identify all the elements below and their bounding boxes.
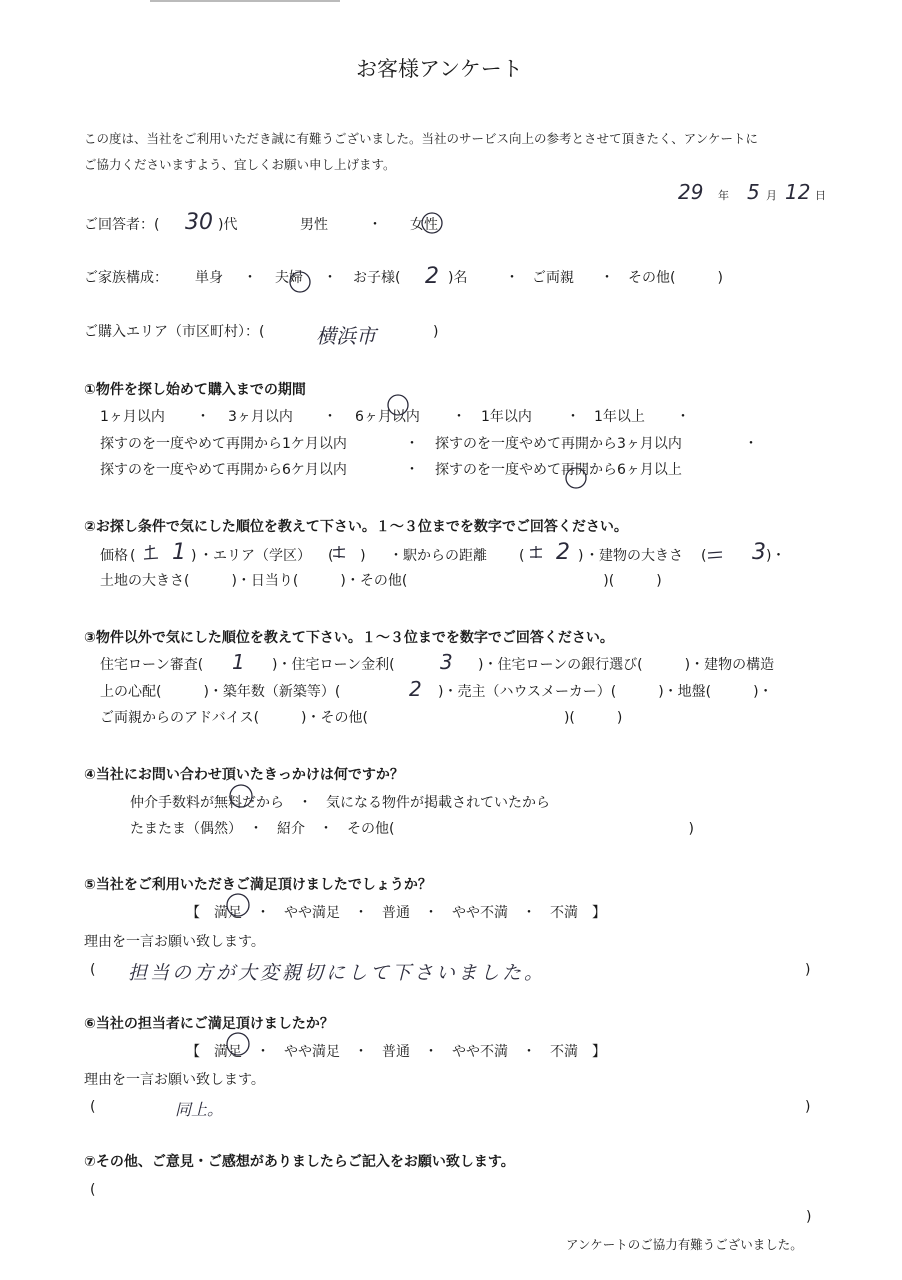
option-female: 女性 <box>410 217 438 233</box>
q2-building-label: ・建物の大きさ <box>585 548 683 564</box>
respondent-label: ご回答者：( <box>84 217 160 233</box>
paren-open: ( <box>130 548 136 564</box>
separator-dot: ・ <box>744 436 758 452</box>
q3-line-3: ご両親からのアドバイス( )・その他( )( ) <box>100 710 623 726</box>
option-single: 単身 <box>195 270 223 286</box>
q1-option-restart-over-6m: 探すのを一度やめて再開から6ヶ月以上 <box>435 462 682 478</box>
family-label: ご家族構成： <box>84 270 168 286</box>
stroke-area-kanji <box>333 546 345 558</box>
q5-reason-close: ) <box>805 962 811 978</box>
q1-option-6m: 6ヶ月以内 <box>355 409 420 425</box>
q3-line-2-rest: )・売主（ハウスメーカー）( )・地盤( )・ <box>438 684 773 700</box>
separator-dot: ・ <box>676 409 690 425</box>
q6-reason-label: 理由を一言お願い致します。 <box>84 1072 265 1088</box>
q2-heading: ②お探し条件で気にした順位を教えて下さい。１～３位までを数字でご回答ください。 <box>84 519 628 535</box>
q6-reason-value: 同上。 <box>175 1100 224 1119</box>
page-title: お客様アンケート <box>356 57 523 81</box>
q3-age-rank: 2 <box>409 677 422 701</box>
children-unit: )名 <box>448 270 468 286</box>
q6-reason-close: ) <box>805 1099 811 1115</box>
circle-free-commission <box>230 785 252 807</box>
q1-option-over-1y: 1年以上 <box>594 409 645 425</box>
circle-restart-over-6m <box>566 468 586 488</box>
q2-area-label: ・エリア（学区） <box>199 548 311 564</box>
q3-loan-review-label: 住宅ローン審査( <box>100 657 204 673</box>
stroke-price-kanji <box>144 545 158 559</box>
option-children: お子様( <box>353 270 401 286</box>
q1-option-restart-1m: 探すのを一度やめて再開から1ケ月以内 <box>100 436 347 452</box>
respondent-age-unit: )代 <box>218 217 238 233</box>
circle-female <box>422 213 442 233</box>
separator-dot: ・ <box>368 217 382 233</box>
option-other: その他( ) <box>628 270 723 286</box>
paren-close: ) <box>191 548 197 564</box>
q1-option-restart-6m: 探すのを一度やめて再開から6ケ月以内 <box>100 462 347 478</box>
date-year-unit: 年 <box>718 189 729 202</box>
q3-loan-rate-rank: 3 <box>440 650 453 674</box>
q5-heading: ⑤当社をご利用いただきご満足頂けましたでしょうか？ <box>84 877 432 893</box>
q1-option-1m: 1ヶ月以内 <box>100 409 165 425</box>
q3-heading: ③物件以外で気にした順位を教えて下さい。１～３位までを数字でご回答ください。 <box>84 630 614 646</box>
paren-open: ( <box>519 548 525 564</box>
q1-option-3m: 3ヶ月以内 <box>228 409 293 425</box>
q2-station-label: ・駅からの距離 <box>389 548 487 564</box>
date-day-unit: 日 <box>815 189 826 202</box>
q7-close: ) <box>806 1209 812 1225</box>
date-month-unit: 月 <box>766 189 777 202</box>
intro-line-1: この度は、当社をご利用いただき誠に有難うございました。当社のサービス向上の参考とさせて頂きたく、アンケートに <box>84 131 759 146</box>
q6-reason-open: ( <box>90 1099 96 1115</box>
stroke-building-dash <box>708 552 722 558</box>
separator-dot: ・ <box>405 462 419 478</box>
separator-dot: ・ <box>452 409 466 425</box>
paren-open: ( <box>701 548 707 564</box>
q5-options: 【 満足 ・ やや満足 ・ 普通 ・ やや不満 ・ 不満 】 <box>186 905 606 921</box>
q3-loan-review-rank: 1 <box>232 650 245 674</box>
separator-dot: ・ <box>243 270 257 286</box>
q5-reason-open: ( <box>90 962 96 978</box>
q2-building-rank: 3 <box>752 540 766 565</box>
q6-options: 【 満足 ・ やや満足 ・ 普通 ・ やや不満 ・ 不満 】 <box>186 1044 606 1060</box>
q4-heading: ④当社にお問い合わせ頂いたきっかけは何ですか？ <box>84 767 404 783</box>
option-parents: ご両親 <box>532 270 574 286</box>
intro-line-2: ご協力くださいますよう、宜しくお願い申し上げます。 <box>84 157 396 172</box>
option-couple: 夫婦 <box>275 270 303 286</box>
circle-q6-satisfied <box>227 1033 249 1055</box>
area-label: ご購入エリア（市区町村）：( <box>84 324 265 340</box>
q2-price-rank: 1 <box>172 540 186 565</box>
q2-line-2: 土地の大きさ( )・日当り( )・その他( )( ) <box>100 573 662 589</box>
separator-dot: ・ <box>600 270 614 286</box>
q3-line-1-rest: )・住宅ローンの銀行選び( )・建物の構造 <box>478 657 775 673</box>
q2-price-label: 価格 <box>100 548 128 564</box>
q6-heading: ⑥当社の担当者にご満足頂けましたか？ <box>84 1016 334 1032</box>
paren-close: ) <box>578 548 584 564</box>
separator-dot: ・ <box>323 409 337 425</box>
q1-option-1y: 1年以内 <box>481 409 532 425</box>
date-year-value: 29 <box>678 180 704 204</box>
q7-open: ( <box>90 1182 96 1198</box>
separator-dot: ・ <box>196 409 210 425</box>
option-male: 男性 <box>300 217 328 233</box>
paren-pair: ( ) <box>328 548 366 564</box>
q3-line-2-label: 上の心配( )・築年数（新築等）( <box>100 684 341 700</box>
stroke-station-kanji <box>530 546 542 558</box>
respondent-age-value: 30 <box>185 210 213 235</box>
date-month-value: 5 <box>747 180 760 204</box>
q1-heading: ①物件を探し始めて購入までの期間 <box>84 382 306 398</box>
circle-q5-satisfied <box>227 894 249 916</box>
separator-dot: ・ <box>505 270 519 286</box>
children-count-value: 2 <box>425 264 439 289</box>
q4-line-1: 仲介手数料が無料だから ・ 気になる物件が掲載されていたから <box>130 795 550 811</box>
separator-dot: ・ <box>405 436 419 452</box>
q5-reason-label: 理由を一言お願い致します。 <box>84 934 265 950</box>
area-close: ) <box>433 324 439 340</box>
footer-thanks: アンケートのご協力有難うございました。 <box>566 1237 803 1252</box>
circle-6-months <box>388 395 408 415</box>
separator-dot: ・ <box>323 270 337 286</box>
q1-option-restart-3m: 探すのを一度やめて再開から3ヶ月以内 <box>435 436 682 452</box>
q3-loan-rate-label: )・住宅ローン金利( <box>272 657 395 673</box>
date-day-value: 12 <box>785 180 811 204</box>
circle-couple <box>290 272 310 292</box>
area-value: 横浜市 <box>316 324 376 348</box>
q2-station-rank: 2 <box>556 540 570 565</box>
q4-line-2: たまたま（偶然） ・ 紹介 ・ その他( ) <box>130 821 694 837</box>
q5-reason-value: 担当の方が大変親切にして下さいました。 <box>128 962 547 984</box>
paren-close-dot: )・ <box>766 548 786 564</box>
separator-dot: ・ <box>566 409 580 425</box>
q7-heading: ⑦その他、ご意見・ご感想がありましたらご記入をお願い致します。 <box>84 1154 515 1170</box>
